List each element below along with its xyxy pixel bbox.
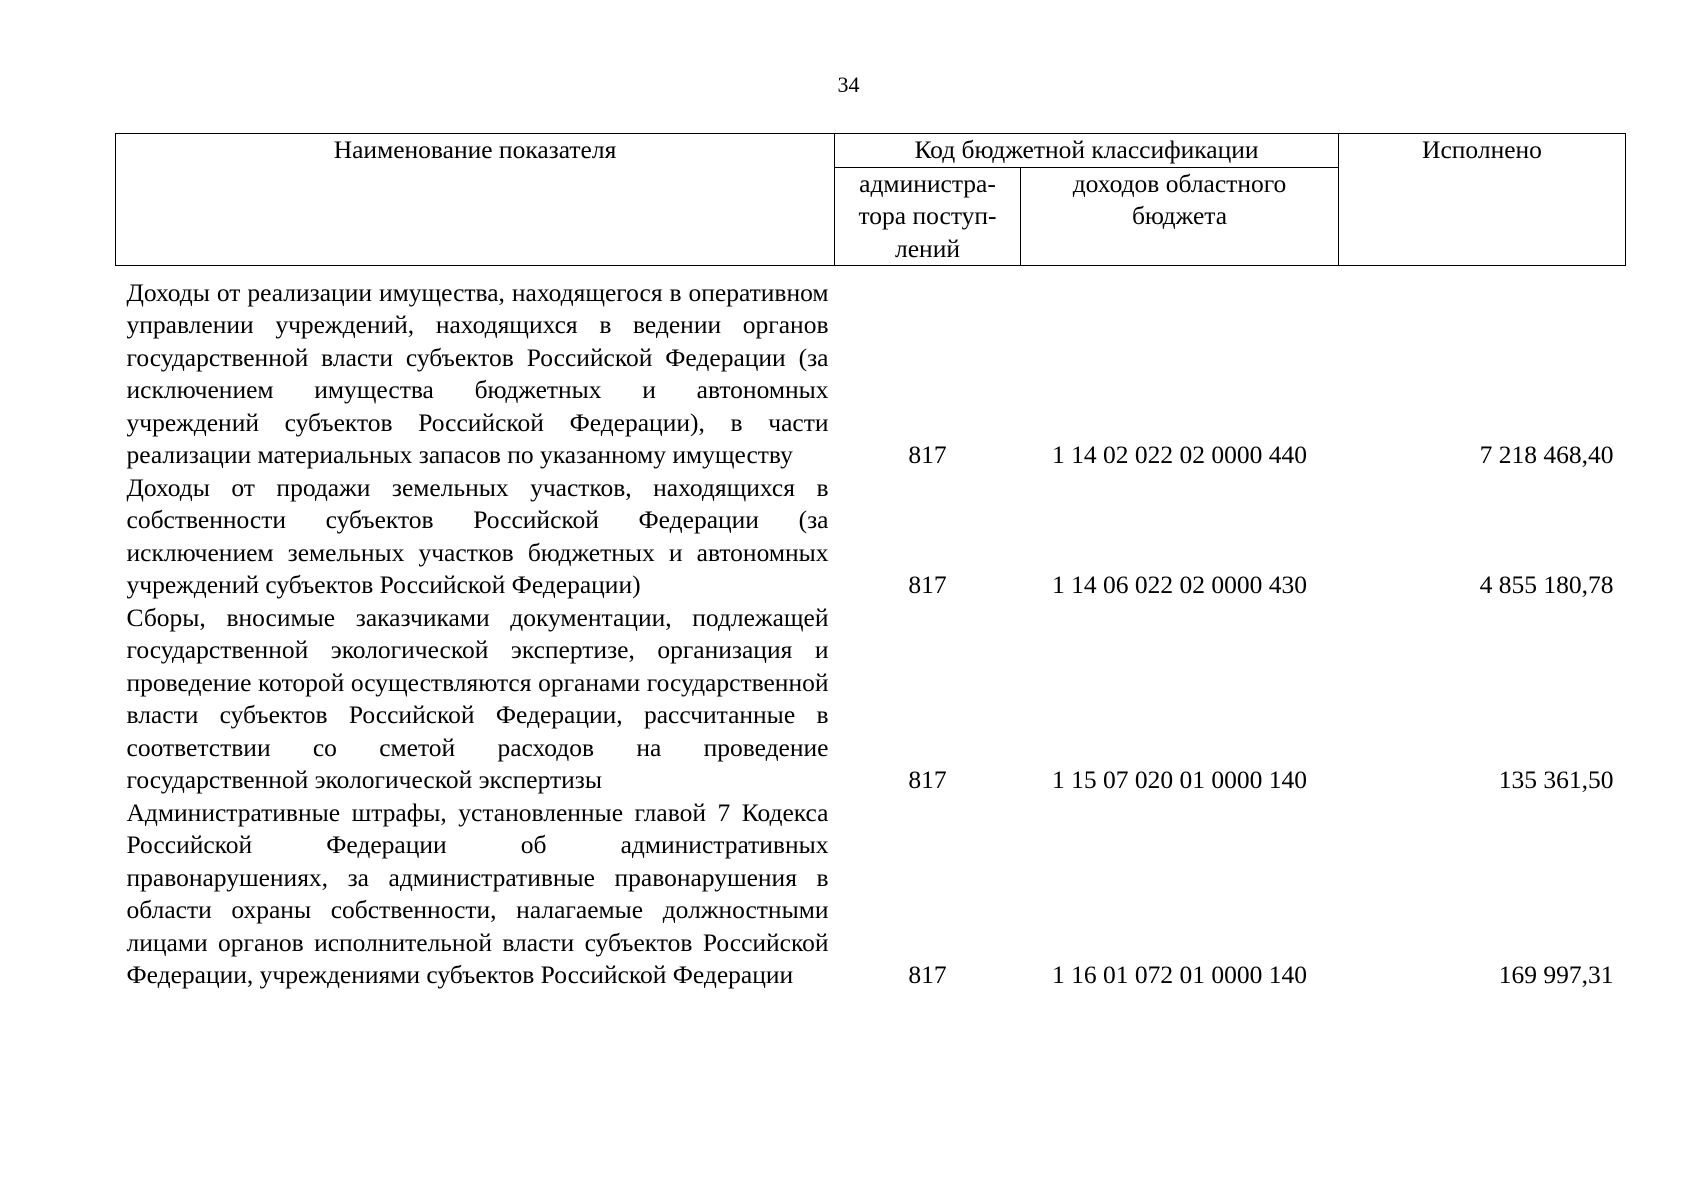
table-row	[116, 602, 1626, 797]
income-code-cell: 1 15 07 020 01 0000 140	[1052, 765, 1307, 794]
budget-income-table	[115, 133, 1626, 992]
table-row	[116, 797, 1626, 992]
executed-amount-cell: 7 218 468,40	[1479, 440, 1614, 469]
executed-amount-cell: 169 997,31	[1498, 960, 1614, 989]
executed-amount-cell: 135 361,50	[1498, 765, 1614, 794]
indicator-name-cell: Сборы, вносимые заказчиками документации, подлежащей государственной экологической экспертизе, организация и проведение которой осуществляются органами государственной власти субъектов Российской Федерации, рассчитанные в соответствии со сметой расходов на проведение государственной экологической экспертизы	[126, 602, 829, 794]
table-row	[116, 266, 1626, 472]
administrator-code-cell: 817	[908, 440, 947, 469]
indicator-name-cell: Административные штрафы, установленные главой 7 Кодекса Российской Федерации об административных правонарушениях, за административные правонарушения в области охраны собственности, налагаемые должностными лицами органов исполнительной власти субъектов Российской Федерации, учреждениями субъектов Российской Федерации	[126, 797, 829, 989]
table-row	[116, 472, 1626, 602]
header-regional-budget-income: доходов областного бюджета	[1021, 167, 1339, 266]
header-executed: Исполнено	[1339, 134, 1626, 266]
indicator-name-cell: Доходы от реализации имущества, находящегося в оперативном управлении учреждений, находящихся в ведении органов государственной власти субъектов Российской Федерации (за исключением имущества бюджетных и автономных учреждений субъектов Российской Федерации), в части реализации материальных запасов по указанному имуществу	[126, 277, 829, 469]
header-budget-classification-code: Код бюджетной классификации	[835, 134, 1339, 168]
income-code-cell: 1 14 06 022 02 0000 430	[1052, 570, 1307, 599]
table-header	[116, 134, 1626, 266]
header-revenue-administrator: администра-тора поступ-лений	[835, 167, 1021, 266]
income-code-cell: 1 16 01 072 01 0000 140	[1052, 960, 1307, 989]
indicator-name-cell: Доходы от продажи земельных участков, находящихся в собственности субъектов Российской Федерации (за исключением земельных участков бюджетных и автономных учреждений субъектов Российской Федерации)	[126, 472, 829, 599]
table-body	[116, 266, 1626, 992]
administrator-code-cell: 817	[908, 765, 947, 794]
executed-amount-cell: 4 855 180,78	[1479, 570, 1614, 599]
page-number: 34	[837, 72, 860, 97]
administrator-code-cell: 817	[908, 960, 947, 989]
administrator-code-cell: 817	[908, 570, 947, 599]
header-indicator-name: Наименование показателя	[116, 134, 835, 266]
income-code-cell: 1 14 02 022 02 0000 440	[1052, 440, 1307, 469]
